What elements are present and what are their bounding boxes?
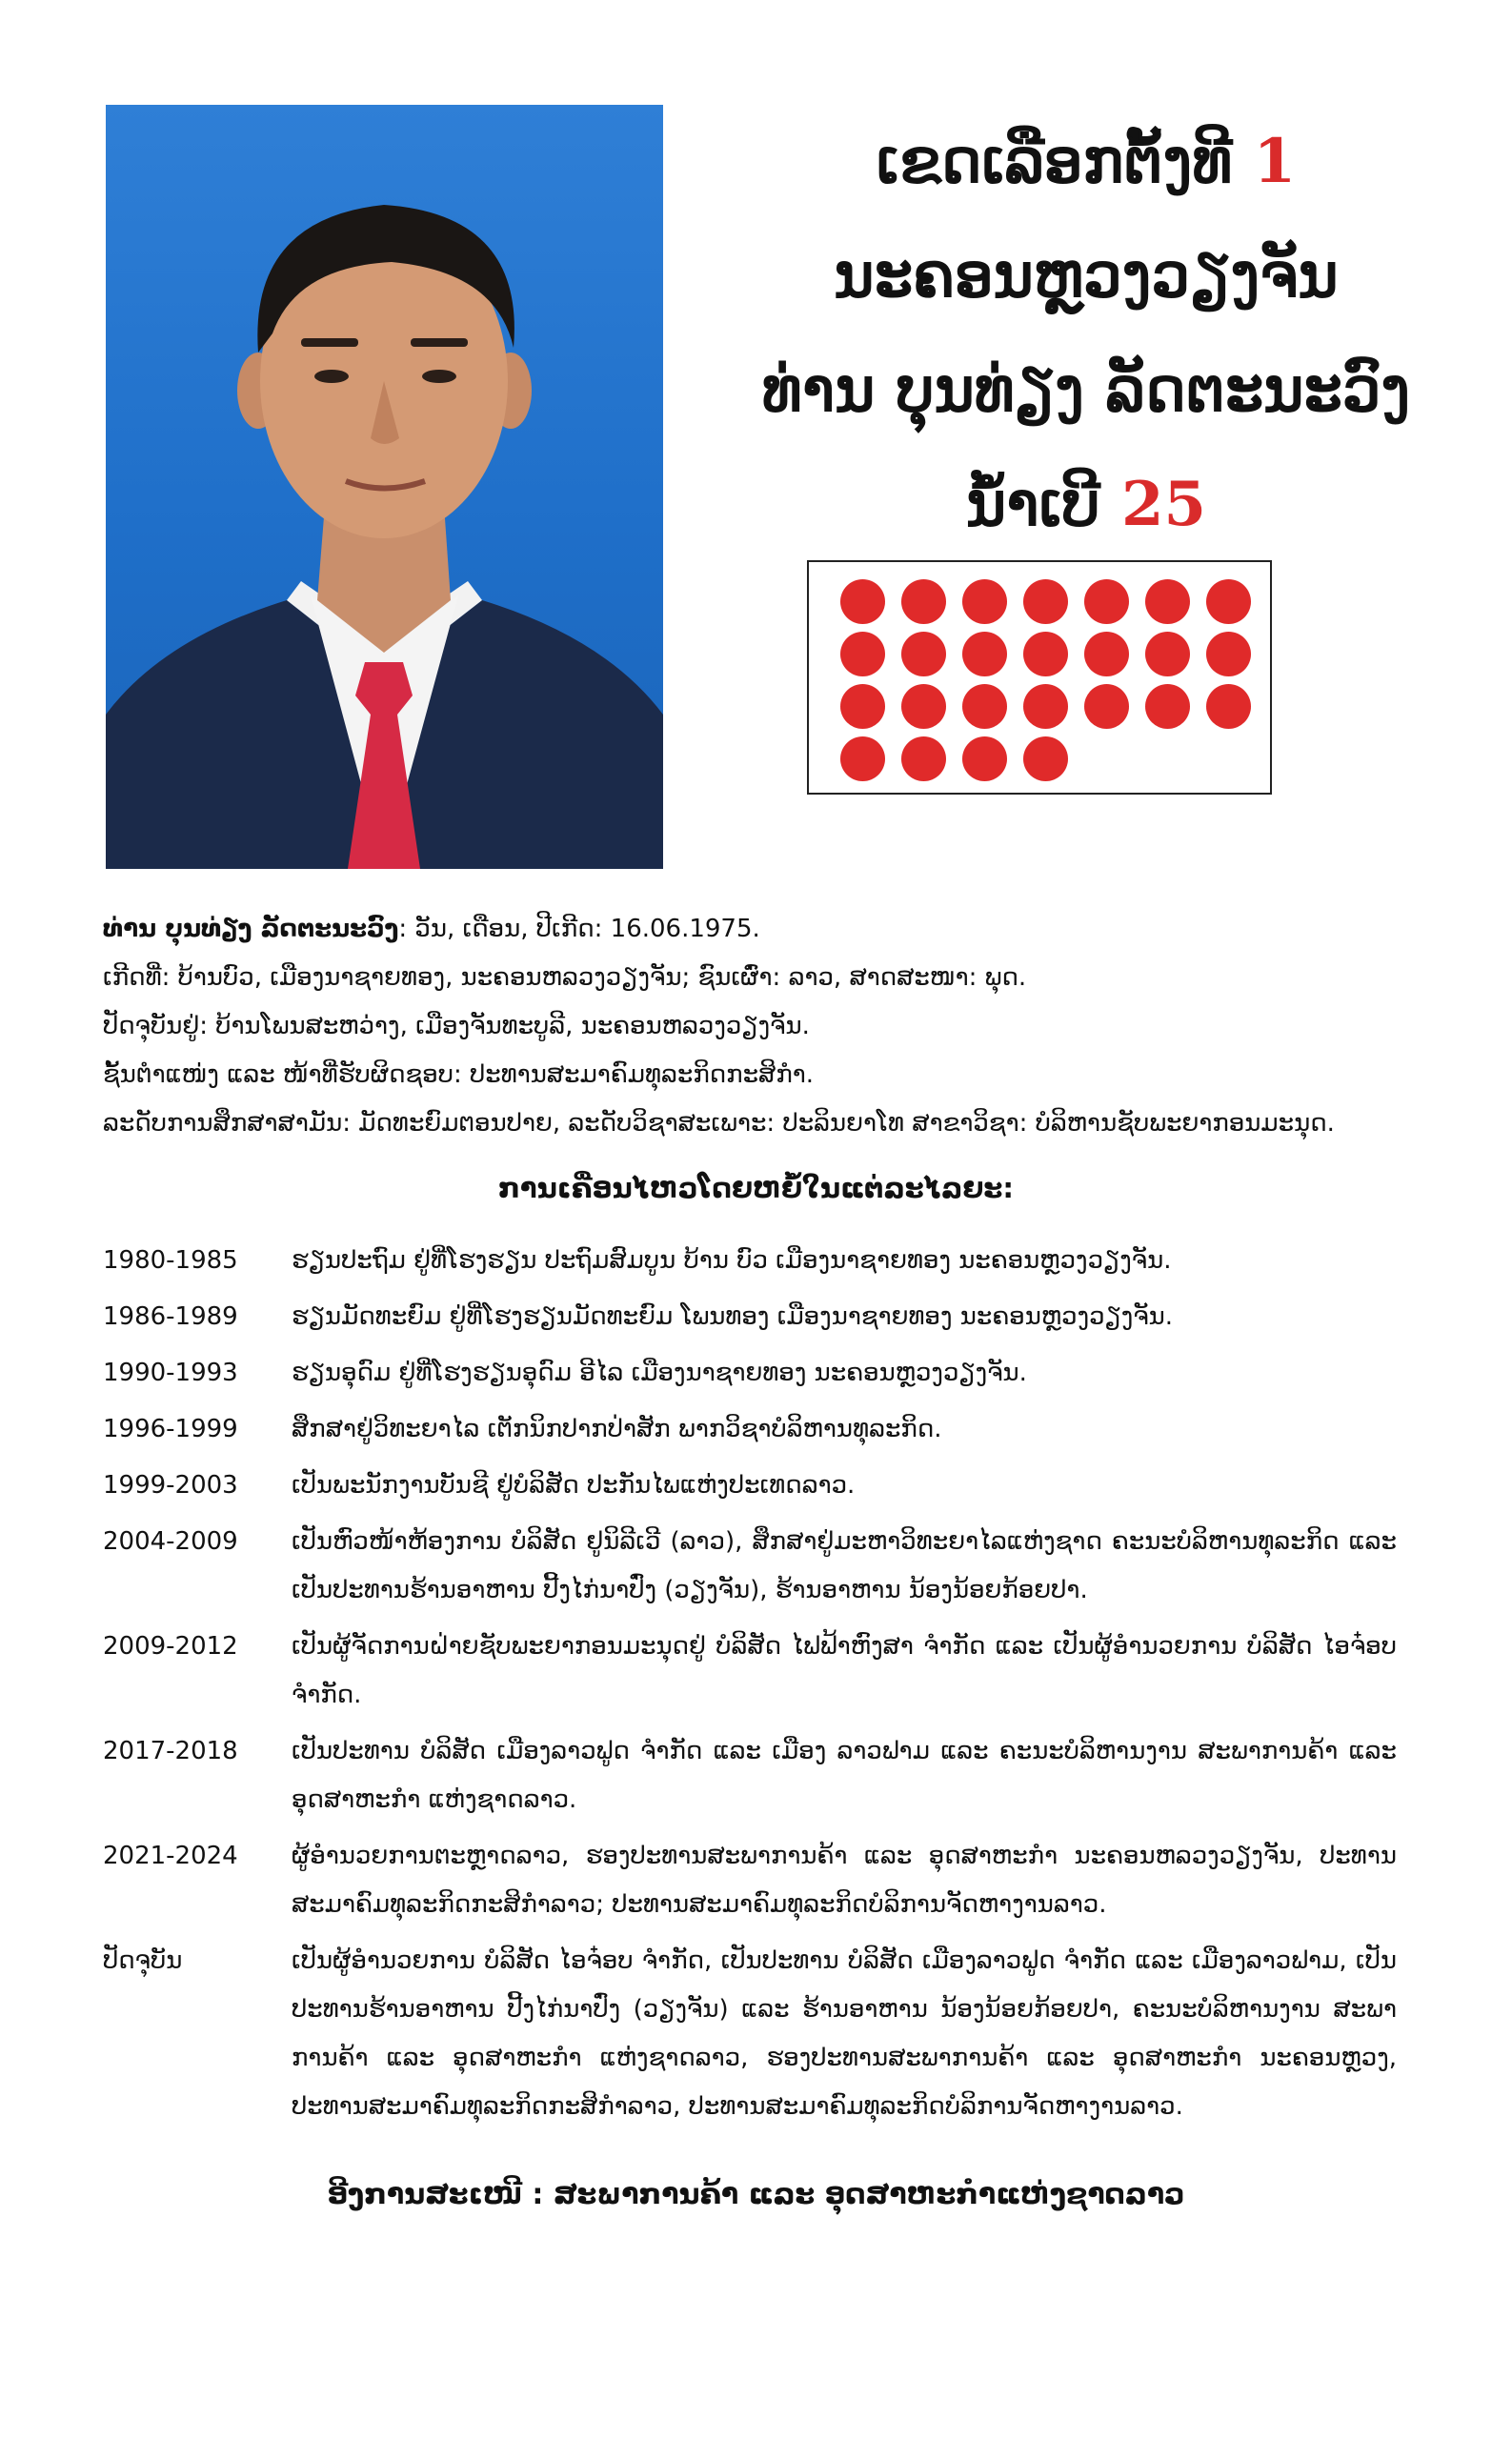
info-dob: : ວັນ, ເດືອນ, ປີເກີດ: 16.06.1975. [398,915,760,943]
timeline-year: 1999-2003 [103,1471,238,1500]
title-block [667,105,1505,562]
timeline-year: ປັດຈຸບັນ [103,1946,183,1975]
timeline-text: ຮຽນມັດທະຍົມ ຢູ່ທີ່ໂຮງຮຽນມັດທະຍົມ ໂພນທອງ ເມືອງນາຊາຍທອງ ນະຄອນຫຼວງວຽງຈັນ. [292,1302,1174,1331]
timeline-text: ເປັນຜູ້ຈັດການຝ່າຍຊັບພະຍາກອນມະນຸດຢູ່ ບໍລິສັດ ໄຟຟ້າຫົງສາ ຈຳກັດ ແລະ ເປັນຜູ້ອຳນວຍການ ບໍລິສັດ ໄອຈ໋ອບ ຈຳກັດ. [292,1632,1397,1709]
ballot-dots-box [807,560,1272,795]
info-residence: ປັດຈຸບັນຢູ່: ບ້ານໂພນສະຫວ່າງ, ເມືອງຈັນທະບູລີ, ນະຄອນຫລວງວຽງຈັນ. [103,1012,810,1040]
ballot-dot [1023,736,1068,781]
personal-info [103,905,1437,1148]
timeline-row [103,1623,1399,1720]
timeline-text: ສຶກສາຢູ່ວິທະຍາໄລ ເຕັກນິກປາກປ່າສັກ ພາກວິຊາບໍລິຫານທຸລະກິດ. [292,1415,942,1443]
ballot-dot [840,579,885,624]
ballot-dot [962,632,1007,676]
ballot-number: 25 [1120,469,1206,540]
timeline-year: 2009-2012 [103,1632,238,1661]
timeline-year: 2017-2018 [103,1737,238,1765]
ballot-dot [1145,684,1190,729]
ballot-dot [962,684,1007,729]
timeline-row [103,1237,1399,1285]
timeline-year: 2004-2009 [103,1527,238,1556]
ballot-dot [1084,632,1129,676]
ballot-dot [1023,684,1068,729]
info-name-row [103,905,1437,954]
ballot-label: ນ້ຳເບີ [966,469,1100,540]
timeline-text: ເປັນຜູ້ອຳນວຍການ ບໍລິສັດ ໄອຈ໋ອບ ຈຳກັດ, ເປັນປະທານ ບໍລິສັດ ເມືອງລາວຟູດ ຈຳກັດ ແລະ ເມືອງລາວຟາມ, ເປັນປະທານຮ້ານອາຫານ ປີ້ງໄກ່ນາປົ່ງ (ວຽງຈັນ) ແລະ ຮ້ານອາຫານ ນ້ອງນ້ອຍກ້ອຍປາ, ຄະນະບໍລິຫານງານ ສະພາການຄ້າ ແລະ ອຸດສາຫະກຳ ແຫ່ງຊາດລາວ, ຮອງປະທານສະພາການຄ້າ ແລະ ອຸດສາຫະກຳ ນະຄອນຫຼວງ, ປະທານສະມາຄົມທຸລະກິດກະສິກຳລາວ, ປະທານສະມາຄົມທຸລະກິດບໍລິການຈັດຫາງານລາວ. [292,1946,1397,2121]
ballot-dot [840,684,885,729]
info-name: ທ່ານ ບຸນທ່ຽງ ລັດຕະນະວົງ [103,915,399,943]
ballot-dot [840,736,885,781]
ballot-dot [901,684,946,729]
ballot-dot [901,632,946,676]
ballot-dot [1023,632,1068,676]
ballot-dot [962,579,1007,624]
timeline-year: 2021-2024 [103,1842,238,1870]
candidate-portrait-icon [106,105,663,869]
ballot-dot [1206,684,1251,729]
timeline-text: ຮຽນອຸດົມ ຢູ່ທີ່ໂຮງຮຽນອຸດົມ ອີໄລ ເມືອງນາຊາຍທອງ ນະຄອນຫຼວງວຽງຈັນ. [292,1359,1027,1387]
info-education: ລະດັບການສຶກສາສາມັນ: ມັດທະຍົມຕອນປາຍ, ລະດັບວິຊາສະເພາະ: ປະລິນຍາໂທ ສາຂາວິຊາ: ບໍລິຫານຊັບພະຍາກອນມະນຸດ. [103,1109,1335,1138]
timeline-row [103,1518,1399,1615]
info-position: ຊັ້ນຕໍາແໜ່ງ ແລະ ໜ້າທີ່ຮັບຜິດຊອບ: ປະທານສະມາຄົມທຸລະກິດກະສິກໍາ. [103,1060,815,1089]
ballot-dot [901,736,946,781]
candidate-photo [106,105,663,869]
ballot-dot [1023,579,1068,624]
info-birthplace: ເກີດທີ່: ບ້ານບົວ, ເມືອງນາຊາຍທອງ, ນະຄອນຫລວງວຽງຈັນ; ຊົນເຜົ່າ: ລາວ, ສາດສະໜາ: ພຸດ. [103,963,1027,992]
ballot-dot [1084,684,1129,729]
timeline-text: ເປັນຫົວໜ້າຫ້ອງການ ບໍລິສັດ ຢູນິລີເວີ (ລາວ), ສຶກສາຢູ່ມະຫາວິທະຍາໄລແຫ່ງຊາດ ຄະນະບໍລິຫານທຸລະກິດ ແລະ ເປັນປະທານຮ້ານອາຫານ ປີ້ງໄກ່ນາປົ່ງ (ວຽງຈັນ), ຮ້ານອາຫານ ນ້ອງນ້ອຍກ້ອຍປາ. [292,1527,1397,1604]
timeline [103,1237,1399,2139]
ballot-dot [1206,579,1251,624]
timeline-year: 1980-1985 [103,1246,238,1275]
ballot-dot [1084,579,1129,624]
timeline-row [103,1461,1399,1510]
timeline-year: 1990-1993 [103,1359,238,1387]
timeline-row [103,1727,1399,1824]
ballot-dot [901,579,946,624]
timeline-row [103,1832,1399,1929]
timeline-year: 1986-1989 [103,1302,238,1331]
district-label: ເຂດເລືອກຕັ້ງທີ [876,126,1233,197]
timeline-text: ຮຽນປະຖົມ ຢູ່ທີ່ໂຮງຮຽນ ປະຖົມສົມບູນ ບ້ານ ບົວ ເມືອງນາຊາຍທອງ ນະຄອນຫຼວງວຽງຈັນ. [292,1246,1172,1275]
province-line: ນະຄອນຫຼວງວຽງຈັນ [834,240,1339,312]
ballot-dot [1206,632,1251,676]
district-line [667,105,1505,219]
ballot-number-line [667,448,1505,562]
timeline-text: ເປັນພະນັກງານບັນຊີ ຢູ່ບໍລິສັດ ປະກັນໄພແຫ່ງປະເທດລາວ. [292,1471,856,1500]
ballot-dot [1145,632,1190,676]
timeline-text: ຜູ້ອຳນວຍການຕະຫຼາດລາວ, ຮອງປະທານສະພາການຄ້າ ແລະ ອຸດສາຫະກຳ ນະຄອນຫລວງວຽງຈັນ, ປະທານສະມາຄົມທຸລະກິດກະສິກຳລາວ; ປະທານສະມາຄົມທຸລະກິດບໍລິການຈັດຫາງານລາວ. [292,1842,1397,1919]
timeline-row [103,1349,1399,1398]
ballot-dot [840,632,885,676]
nomination-footer: ອີງການສະເໜີ : ສະພາການຄ້າ ແລະ ອຸດສາຫະກຳແຫ່ງຊາດລາວ [327,2178,1185,2211]
timeline-row [103,1937,1399,2131]
section-title: ການເຄື່ອນໄຫວໂດຍຫຍໍ້ໃນແຕ່ລະໄລຍະ: [498,1172,1014,1204]
district-number: 1 [1253,126,1297,197]
timeline-text: ເປັນປະທານ ບໍລິສັດ ເມືອງລາວຟູດ ຈຳກັດ ແລະ ເມືອງ ລາວຟາມ ແລະ ຄະນະບໍລິຫານງານ ສະພາການຄ້າ ແລະ ອຸດສາຫະກຳ ແຫ່ງຊາດລາວ. [292,1737,1397,1814]
timeline-row [103,1405,1399,1454]
ballot-dot [1145,579,1190,624]
timeline-row [103,1293,1399,1341]
candidate-name: ທ່ານ ບຸນທ່ຽງ ລັດຕະນະວົງ [761,354,1411,426]
ballot-dot [962,736,1007,781]
timeline-year: 1996-1999 [103,1415,238,1443]
